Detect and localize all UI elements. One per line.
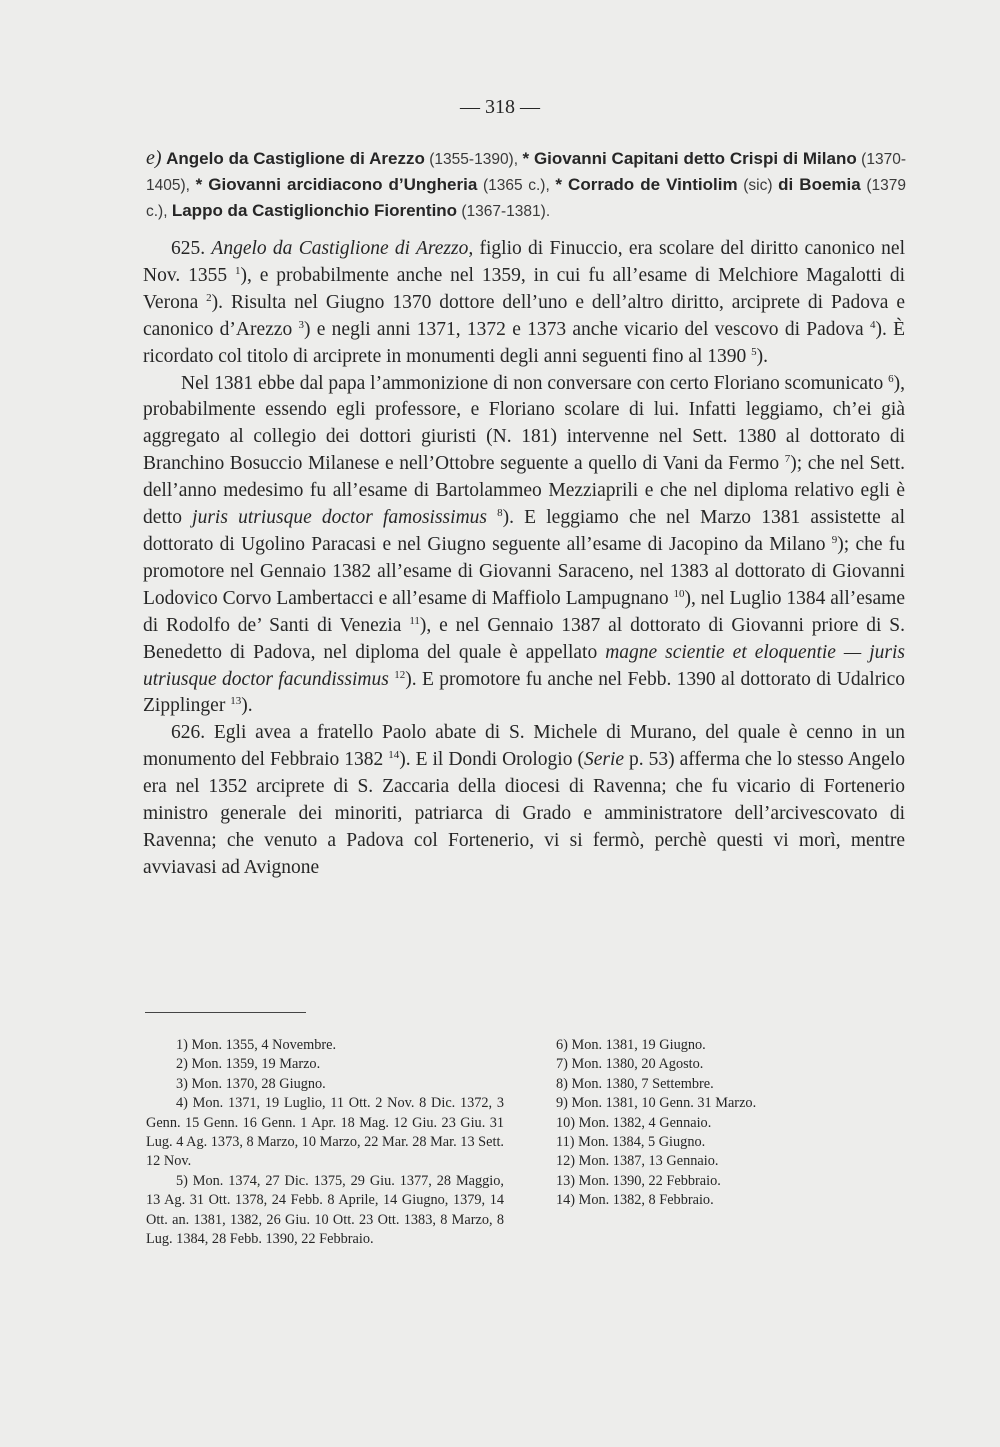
paragraph-text: ); che nel Sett. dell’anno medesimo fu all’esame di Bartolammeo Mezziaprili e che nel diploma relativo egli è detto [143,453,905,529]
footnote-ref[interactable]: 9 [831,533,838,546]
footnote [146,1055,504,1074]
footnotes-left-column [146,1036,504,1249]
footnote-number: 7) [556,1056,568,1073]
footnote-ref[interactable]: 10 [673,587,685,600]
footnote [146,1172,504,1250]
paragraph-text: Nel 1381 ebbe dal papa l’ammonizione di non conversare con certo Floriano scomunicato [181,372,889,394]
footnote [556,1075,856,1094]
footnotes-right-column [556,1036,856,1211]
paragraph-text: ). E leggiamo che nel Marzo 1381 assistette al dottorato di Ugolino Paracasi e nel Giugno seguente all’esame di Jacopino da Milano [143,507,905,555]
footnote-ref[interactable]: 8 [497,507,503,520]
footnote-text: Mon. 1390, 22 Febbraio. [575,1172,721,1189]
footnote-ref[interactable]: 12 [394,668,406,681]
footnote-text: Mon. 1374, 27 Dic. 1375, 29 Giu. 1377, 28 Maggio, 13 Ag. 31 Ott. 1378, 24 Febb. 8 Aprile, 14 Giugno, 1379, 14 Ott. an. 1381, 1382, 26 Giu. 10 Ott. 23 Ott. 1383, 8 Marzo, 8 Lug. 1384, 28 Febb. 1390, 22 Febbraio. [146,1172,504,1248]
paragraph-text: ). [756,345,769,367]
footnote-number: 10) [556,1114,576,1131]
paragraph-text: ) e negli anni 1371, 1372 e 1373 anche vicario del vescovo di Padova [303,318,870,340]
section-letter: e) [146,147,162,169]
footnote [556,1055,856,1074]
section-heading [146,146,906,224]
footnote-text: Mon. 1355, 4 Novembre. [187,1037,337,1053]
heading-name: * Giovanni arcidiacono d’Ungheria [195,175,478,194]
paragraph-text: ). E promotore fu anche nel Febb. 1390 al dottorato di Udalrico Zipplinger [143,668,906,717]
footnote-text: Mon. 1384, 5 Giugno. [574,1134,706,1151]
footnote-number: 14) [556,1192,576,1209]
footnote-number: 8) [556,1075,568,1092]
footnote-text: Mon. 1381, 10 Genn. 31 Marzo. [567,1095,757,1112]
italic-text: magne scientie et eloquentie — juris utriusque doctor facundissimus [143,641,905,690]
footnote-divider [145,1012,306,1013]
paragraph-text: p. 53) afferma che lo stesso Angelo era nel 1352 arciprete di S. Zaccaria della diocesi di Ravenna; che fu vicario di Fortenerio ministro generale dei minoriti, patriarca di Grado e amministratore dell’arcivescovato di Ravenna; che venuto a Padova col Fortenerio, vi si fermò, perchè questi vi morì, mentre avviavasi ad Avignone [143,749,905,878]
heading-dates: (1379 c.), [146,177,906,220]
footnote-text: Mon. 1380, 7 Settembre. [567,1075,714,1092]
heading-name: Lappo da Castiglionchio Fiorentino [171,201,458,220]
paragraph-text: ). Risulta nel Giugno 1370 dottore dell’uno e dell’altro diritto, arciprete di Padova e canonico d’Arezzo [143,291,905,340]
footnote-text: Mon. 1380, 20 Agosto. [567,1056,704,1073]
paragraph-second [143,371,905,721]
page-number: — 318 — [460,96,540,118]
footnote [556,1191,856,1210]
paragraph-text: ). E il Dondi Orologio ( [399,749,584,771]
paragraph-626 [143,720,905,881]
paragraph-text: ), nel Luglio 1384 all’esame di Rodolfo de’ Santi di Venezia [143,587,905,636]
footnote-number: 4) [176,1095,188,1112]
paragraph-text: ), e probabilmente anche nel 1359, in cui fu all’esame di Melchiore Magalotti di Verona [143,264,905,313]
footnote-number: 9) [556,1095,568,1112]
paragraph-text: ); che fu promotore nel Gennaio 1382 all’esame di Giovanni Saraceno, nel 1383 al dottorato di Giovanni Lodovico Corvo Lambertacci e all’esame di Maffiolo Lampugnano [143,533,906,609]
footnote-text: Mon. 1371, 19 Luglio, 11 Ott. 2 Nov. 8 Dic. 1372, 3 Genn. 15 Genn. 16 Genn. 1 Apr. 18 Mag. 12 Giu. 23 Giu. 31 Lug. 4 Ag. 1373, 8 Marzo, 10 Marzo, 22 Mar. 28 Mar. 13 Sett. 12 Nov. [146,1095,504,1170]
footnote [556,1114,856,1133]
footnote-ref[interactable]: 6 [888,372,894,385]
footnote-ref[interactable]: 7 [784,453,791,466]
italic-text: juris utriusque doctor famosissimus [192,507,487,529]
footnote-ref[interactable]: 11 [409,614,420,627]
paragraph-text: 625. [171,238,212,259]
heading-name: Angelo da Castiglione di Arezzo [166,149,425,168]
paragraph-text: ). [241,695,253,717]
footnote [556,1152,856,1171]
paragraph-text: ), e nel Gennaio 1387 al dottorato di Giovanni priore di S. Benedetto di Padova, nel diploma del quale è appellato [143,614,905,663]
footnote [556,1172,856,1191]
footnote-ref[interactable]: 13 [230,695,242,708]
footnote-number: 2) [176,1056,188,1073]
footnote-text: Mon. 1359, 19 Marzo. [187,1056,321,1073]
footnote [556,1036,856,1055]
heading-dates: (1355-1390), [424,151,523,168]
italic-text: Serie [583,749,625,771]
footnote [146,1094,504,1172]
footnote-number: 3) [176,1075,188,1092]
footnote-ref[interactable]: 1 [234,264,241,277]
heading-dates: (1365 c.), [477,177,556,194]
paragraph-text: ). È ricordato col titolo di arciprete in monumenti degli anni seguenti fino al 1390 [143,318,906,367]
footnote-text: Mon. 1387, 13 Gennaio. [575,1153,719,1170]
footnote-text: Mon. 1382, 8 Febbraio. [575,1192,714,1209]
heading-dates: (1370-1405), [146,151,906,194]
heading-name: di Boemia [778,175,861,194]
footnote-number: 11) [556,1134,575,1151]
footnote [146,1036,504,1055]
footnote-text: Mon. 1382, 4 Gennaio. [575,1114,712,1131]
footnote [556,1133,856,1152]
paragraph-text: figlio di Finuccio, era scolare del diritto canonico nel Nov. 1355 [143,238,905,286]
footnote-number: 12) [556,1153,576,1170]
footnote-text: Mon. 1370, 28 Giugno. [187,1075,326,1092]
footnote-number: 6) [556,1037,568,1053]
footnote-number: 13) [556,1172,576,1189]
footnote-ref[interactable]: 4 [869,318,876,331]
heading-dates: (1367-1381). [457,203,551,220]
italic-text: Angelo da Castiglione di Arezzo, [211,238,474,259]
paragraph-text: 626. Egli avea a fratello Paolo abate di S. Michele di Murano, del quale è cenno in un monumento del Febbraio 1382 [143,722,905,771]
paragraph-text [487,507,497,528]
heading-name: * Corrado de Vintiolim [555,175,738,194]
footnote [556,1094,856,1113]
paragraph-625 [143,236,905,371]
footnote [146,1075,504,1094]
footnote-text: Mon. 1381, 19 Giugno. [567,1037,706,1053]
heading-dates: (sic) [737,177,779,194]
body-text [143,236,905,882]
footnote-ref[interactable]: 5 [751,345,757,358]
heading-name: * Giovanni Capitani detto Crispi di Milano [522,149,857,168]
footnote-number: 1) [176,1037,188,1053]
footnote-ref[interactable]: 14 [388,749,400,762]
paragraph-text: ), probabilmente essendo egli professore, e Floriano scolare di lui. Infatti leggiamo, ch’ei già aggregato al collegio dei dottori giuristi (N. 181) intervenne nel Sett. 1380 al dottorato di Branchino Bosuccio Milanese e nell’Ottobre seguente a quello di Vani da Fermo [143,372,905,475]
footnote-ref[interactable]: 2 [206,291,212,304]
footnote-ref[interactable]: 3 [298,318,304,331]
footnote-number: 5) [176,1172,188,1189]
